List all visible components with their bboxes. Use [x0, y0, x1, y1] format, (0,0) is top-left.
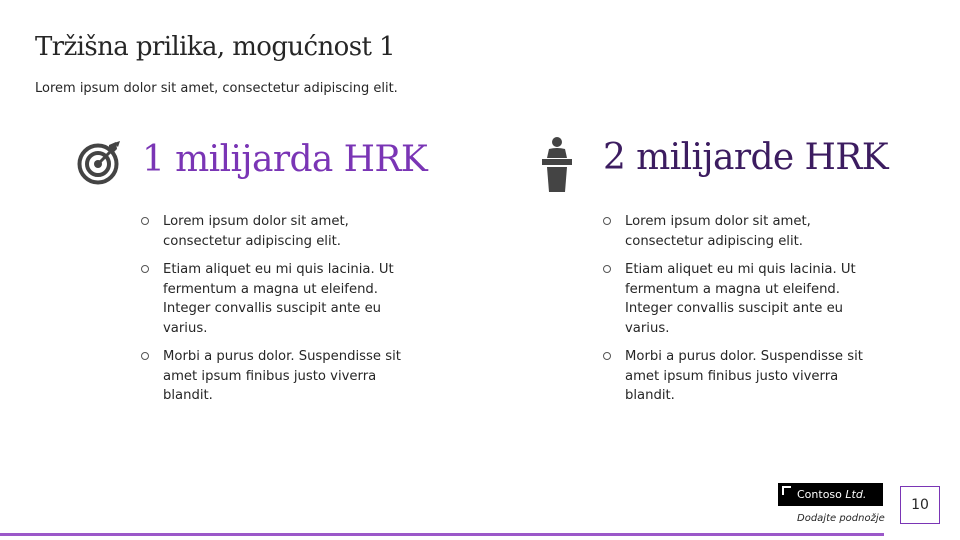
list-item: Etiam aliquet eu mi quis lacinia. Ut fermentum a magna ut eleifend. Integer convallis suscipit ante eu varius. — [601, 260, 891, 338]
list-item: Morbi a purus dolor. Suspendisse sit amet ipsum finibus justo viverra blandit. — [139, 347, 429, 406]
slide-subtitle: Lorem ipsum dolor sit amet, consectetur adipiscing elit. — [35, 81, 398, 96]
footer-text: Dodajte podnožje — [797, 513, 885, 524]
bullet-circle-icon — [603, 352, 611, 360]
list-item: Lorem ipsum dolor sit amet, consectetur adipiscing elit. — [601, 212, 891, 251]
target-icon — [76, 140, 122, 186]
logo-name: Contoso — [797, 488, 842, 501]
list-item: Lorem ipsum dolor sit amet, consectetur adipiscing elit. — [139, 212, 429, 251]
slide-title: Tržišna prilika, mogućnost 1 — [35, 32, 395, 62]
list-item: Etiam aliquet eu mi quis lacinia. Ut fermentum a magna ut eleifend. Integer convallis suscipit ante eu varius. — [139, 260, 429, 338]
bullet-circle-icon — [141, 217, 149, 225]
list-item: Morbi a purus dolor. Suspendisse sit amet ipsum finibus justo viverra blandit. — [601, 347, 891, 406]
logo-suffix: Ltd. — [845, 488, 867, 501]
left-bullet-list — [139, 212, 429, 415]
speaker-podium-icon — [540, 136, 574, 194]
bullet-circle-icon — [141, 265, 149, 273]
right-heading: 2 milijarde HRK — [603, 137, 889, 178]
bullet-circle-icon — [603, 265, 611, 273]
bottom-accent-line — [0, 533, 884, 536]
left-heading: 1 milijarda HRK — [142, 139, 428, 180]
page-number: 10 — [900, 486, 940, 524]
right-bullet-list — [601, 212, 891, 415]
bullet-circle-icon — [141, 352, 149, 360]
logo-corner-icon — [782, 486, 791, 495]
bullet-circle-icon — [603, 217, 611, 225]
company-logo — [778, 483, 883, 506]
